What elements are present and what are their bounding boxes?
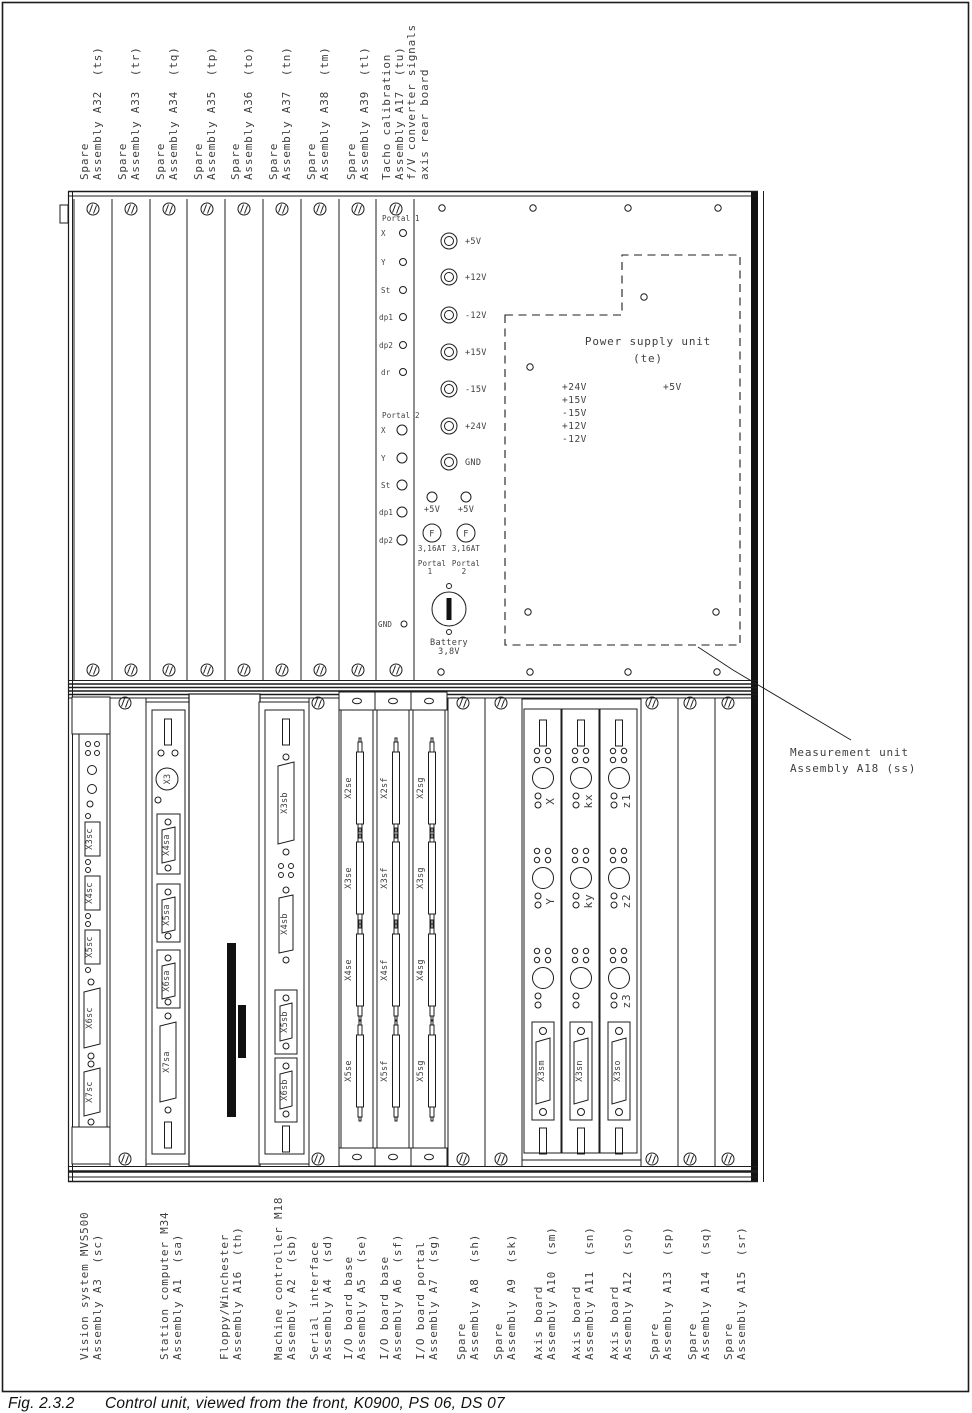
screw-icon — [163, 203, 175, 215]
slot-label: Spare — [686, 1322, 699, 1360]
caption-text: Control unit, viewed from the front, K0900, PS 06, DS 07 — [105, 1395, 505, 1412]
slot-label: Assembly A3 (sc) — [91, 1233, 104, 1360]
battery-holder — [430, 584, 468, 658]
slot-label: Spare — [722, 1322, 735, 1360]
board-axis-a10 — [524, 709, 561, 1154]
slot-label: Assembly A5 (se) — [355, 1233, 368, 1360]
screw-icon — [352, 203, 364, 215]
fuse-portal1: Portal — [417, 559, 447, 568]
slot-label: Assembly A17 (tu) — [393, 46, 406, 180]
frame-tab — [60, 205, 68, 223]
connector-label: X5se — [344, 1060, 354, 1082]
slot-label: Assembly A32 (ts) — [91, 46, 104, 180]
screw-icon — [238, 664, 250, 676]
screw-icon — [238, 203, 250, 215]
measurement-unit-label: Measurement unit — [790, 746, 909, 759]
psu-voltage: +15V — [562, 395, 587, 406]
testpoint-icon — [441, 307, 457, 323]
slot-label: Assembly A11 (sn) — [583, 1226, 596, 1360]
slot-label: Assembly A38 (tm) — [318, 46, 331, 180]
connector-label: X3sn — [575, 1060, 585, 1082]
screw-icon — [201, 203, 213, 215]
portal1-row-y: Y — [381, 258, 386, 267]
slot-label: I/O board base — [378, 1256, 391, 1360]
board-io-a7 — [411, 692, 447, 1166]
slot-label: Assembly A14 (sq) — [699, 1226, 712, 1360]
connector-label: X4sb — [280, 913, 290, 935]
testpoint-icon — [441, 454, 457, 470]
testpoint-label: -15V — [465, 385, 487, 395]
slot-label: Assembly A37 (tn) — [280, 46, 293, 180]
psu-code: (te) — [633, 352, 663, 365]
slot-label: Spare — [455, 1322, 468, 1360]
slot-label: Assembly A8 (sh) — [468, 1233, 481, 1360]
axis-label: z2 — [620, 893, 633, 909]
floppy-slot[interactable] — [227, 943, 236, 1117]
portal2-title: Portal 2 — [382, 411, 420, 420]
gnd-label: GND — [378, 620, 393, 629]
slot-label: Assembly A34 (tq) — [167, 46, 180, 180]
connector-label: X5sf — [380, 1060, 390, 1082]
portal1-row-dr: dr — [381, 368, 391, 377]
screw-icon — [87, 203, 99, 215]
screw-icon — [646, 697, 658, 709]
board-axis-a11 — [562, 709, 599, 1154]
slot-label: Vision system MVS500 — [78, 1211, 91, 1360]
axis-boards — [522, 699, 641, 1160]
fuse-portal2-no: 2 — [461, 567, 467, 576]
testpoint-icon — [441, 381, 457, 397]
psu-voltage: -15V — [562, 408, 587, 419]
figure-number: Fig. 2.3.2 — [8, 1395, 75, 1412]
screw-icon — [163, 664, 175, 676]
portal1-row-x: X — [381, 229, 386, 238]
battery-voltage: 3,8V — [438, 647, 460, 657]
bottom-slot-labels — [78, 1197, 748, 1360]
slot-label: Spare — [305, 142, 318, 180]
screw-icon — [684, 697, 696, 709]
slot-label: Spare — [78, 142, 91, 180]
board-axis-a12 — [600, 709, 637, 1154]
axis-label: z1 — [620, 793, 633, 809]
axis-label: X — [544, 797, 557, 805]
connector-label: X2sg — [416, 777, 426, 799]
connector-label: X5sa — [162, 904, 172, 926]
screw-icon — [276, 664, 288, 676]
screw-icon — [457, 1153, 469, 1165]
screw-icon — [87, 664, 99, 676]
psu-dashed-outline — [505, 255, 740, 645]
slot-label: Assembly A12 (so) — [621, 1226, 634, 1360]
slot-label: Spare — [154, 142, 167, 180]
axis-label: Y — [544, 897, 557, 905]
portal2-row-dp2: dp2 — [379, 536, 394, 545]
fuse-rating: 3,16AT — [417, 544, 447, 553]
slot-label: Assembly A10 (sm) — [545, 1226, 558, 1360]
connector-label: X3sm — [537, 1060, 547, 1082]
axis-label: kx — [582, 793, 595, 809]
slot-label: Spare — [648, 1322, 661, 1360]
screw-icon — [495, 1153, 507, 1165]
connector-label: X5sg — [416, 1060, 426, 1082]
measurement-unit-callout — [698, 647, 916, 775]
testpoint-icon — [441, 269, 457, 285]
tacho-board-indicators — [378, 214, 420, 629]
board-vision-a3 — [72, 697, 110, 1164]
board-io-a6 — [375, 692, 411, 1166]
slot-label: Serial interface — [308, 1241, 321, 1360]
connector-label: X6sa — [162, 970, 172, 992]
slot-label: Spare — [116, 142, 129, 180]
screw-icon — [312, 697, 324, 709]
screw-icon — [312, 1153, 324, 1165]
testpoint-label: +24V — [465, 422, 487, 432]
screw-icon — [314, 203, 326, 215]
test-points — [441, 233, 487, 470]
connector-label: X3 — [163, 773, 173, 785]
connector-label: X3sg — [416, 867, 426, 889]
screw-icon — [646, 1153, 658, 1165]
connector-label: X3so — [613, 1060, 623, 1082]
testpoint-icon — [441, 233, 457, 249]
screw-icon — [119, 697, 131, 709]
measurement-unit-assembly: Assembly A18 (ss) — [790, 762, 917, 775]
slot-label: f/V converter signals — [405, 24, 418, 180]
board-machine-a2 — [259, 702, 309, 1164]
slot-label: Floppy/Winchester — [218, 1233, 231, 1360]
testpoint-label: GND — [465, 458, 482, 468]
screw-icon — [495, 697, 507, 709]
slot-label: Assembly A33 (tr) — [129, 46, 142, 180]
slot-label: Assembly A16 (th) — [231, 1226, 244, 1360]
screw-icon — [125, 664, 137, 676]
portal2-row-x: X — [381, 426, 386, 435]
screw-icon — [125, 203, 137, 215]
slot-label: Assembly A7 (sg) — [427, 1233, 440, 1360]
slot-label: Assembly A35 (tp) — [205, 46, 218, 180]
connector-label: X4sg — [416, 959, 426, 981]
portal1-title: Portal 1 — [382, 214, 420, 223]
board-floppy-a16 — [189, 694, 260, 1166]
testpoint-label: +5V — [465, 237, 482, 247]
fuse-rating: 3,16AT — [451, 544, 481, 553]
slot-label: I/O board base — [342, 1256, 355, 1360]
screw-icon — [457, 697, 469, 709]
screw-icon — [722, 1153, 734, 1165]
axis-label: z3 — [620, 993, 633, 1009]
slot-label: Assembly A2 (sb) — [285, 1233, 298, 1360]
slot-label: Spare — [267, 142, 280, 180]
screw-icon — [201, 664, 213, 676]
fuse-portal1-no: 1 — [427, 567, 433, 576]
connector-label: X5sc — [85, 936, 95, 958]
testpoint-icon — [441, 418, 457, 434]
connector-label: X2sf — [380, 777, 390, 799]
screw-icon — [684, 1153, 696, 1165]
slot-label: Assembly A9 (sk) — [505, 1233, 518, 1360]
power-supply-area — [418, 205, 740, 675]
slot-label: Machine controller M18 — [272, 1196, 285, 1360]
slot-label: Axis board — [532, 1285, 545, 1360]
portal2-row-dp1: dp1 — [379, 508, 394, 517]
psu-voltage: +24V — [562, 382, 587, 393]
connector-label: X4sc — [85, 882, 95, 904]
screw-icon — [119, 1153, 131, 1165]
board-io-a5 — [339, 692, 375, 1166]
leader-line — [698, 647, 851, 740]
connector-label: X2se — [344, 777, 354, 799]
slot-label: Assembly A4 (sd) — [321, 1233, 334, 1360]
fuse-portal2: Portal — [451, 559, 481, 568]
connector-label: X7sa — [162, 1051, 172, 1073]
slot-label: Assembly A39 (tl) — [358, 46, 371, 180]
slot-label: Tacho calibration — [380, 53, 393, 180]
upper-rack-slots — [74, 199, 414, 680]
fuse-5v-label: +5V — [457, 505, 475, 515]
screw-icon — [314, 664, 326, 676]
screw-icon — [352, 664, 364, 676]
connector-label: X6sb — [280, 1079, 290, 1101]
slot-label: Spare — [229, 142, 242, 180]
slot-label: Spare — [192, 142, 205, 180]
connector-label: X5sb — [280, 1011, 290, 1033]
fuse-block — [418, 492, 481, 576]
psu-voltage-5v: +5V — [663, 382, 682, 393]
page-border — [3, 3, 969, 1392]
screw-icon — [276, 203, 288, 215]
slot-label: Station computer M34 — [158, 1211, 171, 1360]
connector-label: X3se — [344, 867, 354, 889]
slot-label: Assembly A6 (sf) — [391, 1233, 404, 1360]
testpoint-label: +15V — [465, 348, 487, 358]
portal1-row-st: St — [381, 286, 391, 295]
battery-label: Battery — [430, 638, 468, 648]
slot-label: Assembly A15 (sr) — [735, 1226, 748, 1360]
slot-label: Axis board — [608, 1285, 621, 1360]
connector-label: X4sf — [380, 959, 390, 981]
connector-label: X4se — [344, 959, 354, 981]
testpoint-label: +12V — [465, 273, 487, 283]
psu-voltage: +12V — [562, 421, 587, 432]
floppy-eject-button[interactable] — [238, 1005, 246, 1058]
psu-title: Power supply unit — [584, 335, 712, 348]
slot-label: Assembly A1 (sa) — [171, 1233, 184, 1360]
connector-label: X3sc — [85, 828, 95, 850]
fuse-5v-label: +5V — [423, 505, 441, 515]
axis-label: ky — [582, 893, 595, 909]
testpoint-icon — [441, 344, 457, 360]
connector-label: X4sa — [162, 834, 172, 856]
frame-right-bar — [751, 191, 758, 1182]
connector-label: X6sc — [85, 1007, 95, 1029]
top-slot-labels — [78, 24, 431, 180]
figure-caption — [8, 1395, 506, 1412]
slot-label: I/O board portal — [414, 1241, 427, 1360]
slot-label: Assembly A13 (sp) — [661, 1226, 674, 1360]
connector-label: X3sf — [380, 867, 390, 889]
slot-label: Spare — [345, 142, 358, 180]
portal1-row-dp2: dp2 — [379, 341, 394, 350]
fuse-f-glyph: F — [463, 529, 469, 540]
connector-label: X7sc — [85, 1081, 95, 1103]
testpoint-label: -12V — [465, 311, 487, 321]
connector-label: X3sb — [280, 792, 290, 814]
portal2-row-st: St — [381, 481, 391, 490]
slot-label: axis rear board — [418, 68, 431, 180]
slot-label: Axis board — [570, 1285, 583, 1360]
screw-icon — [390, 664, 402, 676]
board-station-a1 — [146, 702, 190, 1164]
slot-label: Assembly A36 (to) — [242, 46, 255, 180]
portal1-row-dp1: dp1 — [379, 313, 394, 322]
screw-icon — [722, 697, 734, 709]
slot-label: Spare — [492, 1322, 505, 1360]
fuse-f-glyph: F — [429, 529, 435, 540]
portal2-row-y: Y — [381, 454, 386, 463]
psu-voltage: -12V — [562, 434, 587, 445]
